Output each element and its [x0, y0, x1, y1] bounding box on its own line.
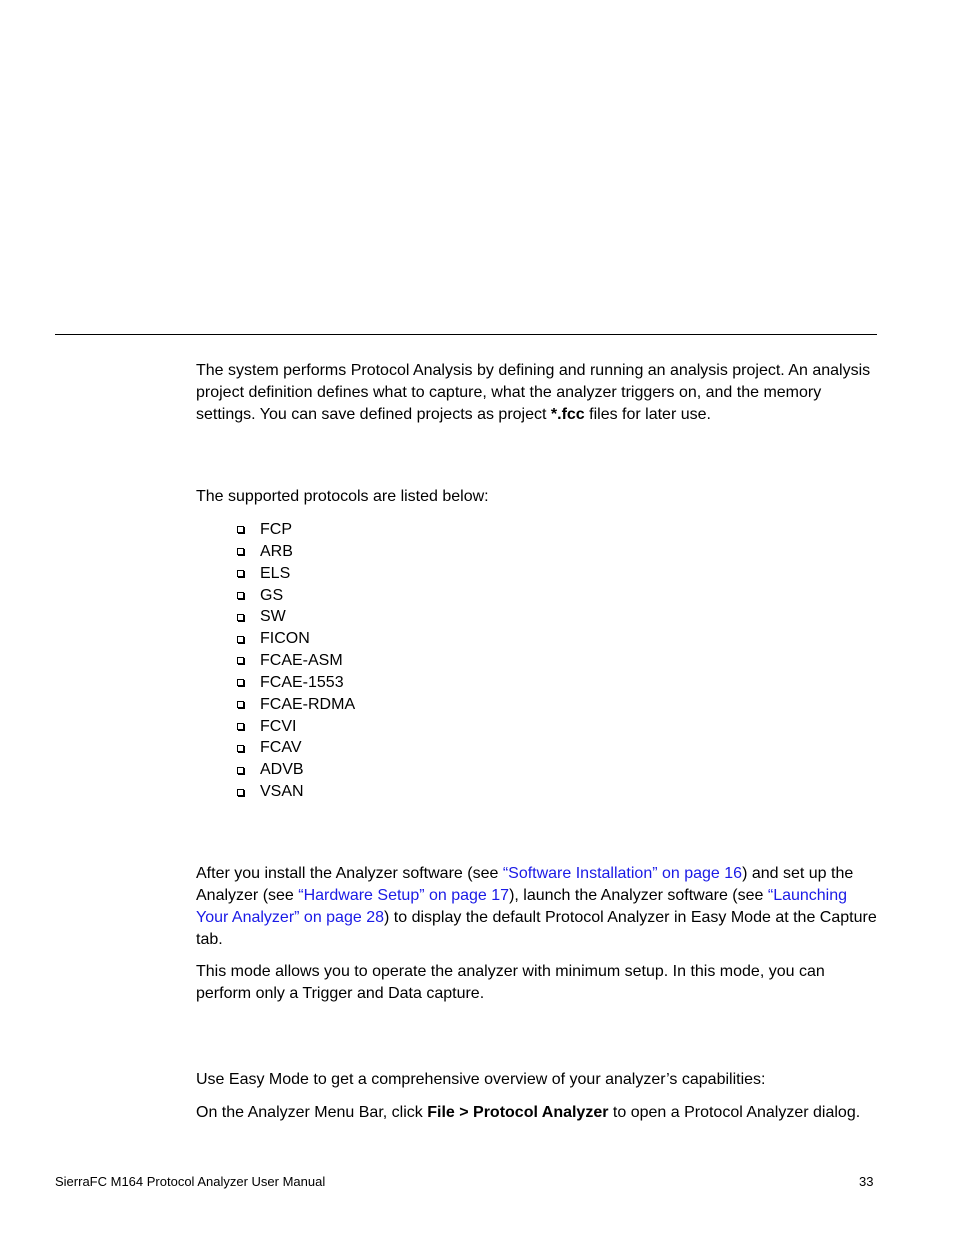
- list-item: [237, 672, 355, 694]
- checkbox-bullet-icon: [237, 701, 244, 708]
- protocol-list: [237, 519, 355, 803]
- checkbox-bullet-icon: [237, 789, 244, 796]
- protocol-name: VSAN: [260, 783, 304, 801]
- easy-mode-text: ), launch the Analyzer software (see: [509, 887, 768, 904]
- list-item: [237, 694, 355, 716]
- intro-paragraph: [196, 360, 878, 426]
- protocol-name: FCP: [260, 521, 292, 538]
- protocol-name: SW: [260, 608, 286, 626]
- easy-mode-description: This mode allows you to operate the analyzer with minimum setup. In this mode, you can perform only a Trigger and Data capture.: [196, 963, 825, 1002]
- protocol-name: FCAV: [260, 739, 302, 757]
- protocol-name: FCAE-RDMA: [260, 695, 356, 713]
- protocol-name: FCAE-1553: [260, 673, 344, 691]
- footer-manual-title: SierraFC M164 Protocol Analyzer User Manual: [55, 1174, 326, 1189]
- easy-mode-text: ) to display the default Protocol Analyzer in Easy Mode at the Capture tab.: [196, 909, 877, 948]
- intro-text-end: files for later use.: [584, 406, 711, 423]
- easy-mode-paragraph: [196, 863, 878, 951]
- link-launching-analyzer[interactable]: “Launching Your Analyzer” on page 28: [196, 887, 848, 926]
- easy-mode-text: After you install the Analyzer software (see: [196, 865, 503, 882]
- instruction-text-end: to open a Protocol Analyzer dialog.: [608, 1104, 861, 1121]
- link-hardware-setup[interactable]: “Hardware Setup” on page 17: [298, 887, 510, 904]
- checkbox-bullet-icon: [237, 723, 244, 730]
- list-item: [237, 737, 355, 759]
- checkbox-bullet-icon: [237, 767, 244, 774]
- protocol-name: GS: [260, 586, 284, 604]
- list-item: [237, 606, 355, 628]
- fcc-extension: *.fcc: [550, 406, 585, 423]
- checkbox-bullet-icon: [237, 745, 244, 752]
- easy-mode-text: ) and set up the Analyzer (see: [196, 865, 854, 904]
- checkbox-bullet-icon: [237, 570, 244, 577]
- protocol-name: ADVB: [260, 761, 304, 779]
- list-item: [237, 781, 355, 803]
- checkbox-bullet-icon: [237, 614, 244, 621]
- link-software-installation[interactable]: “Software Installation” on page 16: [502, 865, 743, 882]
- section-divider: [55, 334, 877, 335]
- use-easy-mode-paragraph: Use Easy Mode to get a comprehensive overview of your analyzer’s capabilities:: [196, 1071, 766, 1088]
- protocol-name: FCAE-ASM: [260, 652, 343, 670]
- supported-protocols-intro: The supported protocols are listed below:: [196, 488, 489, 505]
- protocol-name: FICON: [260, 630, 310, 648]
- list-item: [237, 585, 355, 607]
- checkbox-bullet-icon: [237, 636, 244, 643]
- protocol-name: ELS: [260, 564, 291, 582]
- checkbox-bullet-icon: [237, 657, 244, 664]
- protocol-name: ARB: [260, 542, 293, 560]
- menu-instruction-paragraph: [196, 1102, 878, 1124]
- checkbox-bullet-icon: [237, 526, 244, 533]
- intro-text: The system performs Protocol Analysis by defining and running an analysis project. An analysis project definition defines what to capture, what the analyzer triggers on, and the memory settings. You can save defined projects as project: [196, 362, 871, 423]
- list-item: [237, 519, 355, 541]
- protocol-name: FCVI: [260, 717, 297, 735]
- checkbox-bullet-icon: [237, 679, 244, 686]
- list-item: [237, 650, 355, 672]
- footer-page-number: 33: [859, 1174, 874, 1189]
- list-item: [237, 563, 355, 585]
- list-item: [237, 541, 355, 563]
- list-item: [237, 716, 355, 738]
- instruction-text: On the Analyzer Menu Bar, click: [196, 1104, 428, 1121]
- menu-path: File > Protocol Analyzer: [427, 1104, 609, 1121]
- list-item: [237, 628, 355, 650]
- list-item: [237, 759, 355, 781]
- checkbox-bullet-icon: [237, 548, 244, 555]
- checkbox-bullet-icon: [237, 592, 244, 599]
